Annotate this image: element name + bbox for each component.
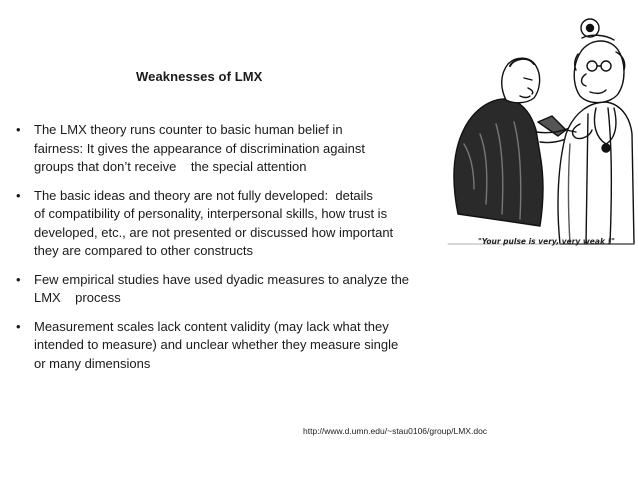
doctor-patient-cartoon-icon	[440, 4, 636, 252]
bullet-item	[16, 121, 456, 177]
bullet-item	[16, 271, 456, 308]
bullet-text-line: they are compared to other constructs	[34, 243, 253, 258]
cartoon-caption: "Your pulse is very, very weak !"	[478, 237, 615, 246]
bullet-text-line: fairness: It gives the appearance of discrimination against	[34, 140, 365, 156]
bullet-dot-icon: •	[16, 271, 21, 287]
bullet-dot-icon: •	[16, 318, 21, 334]
source-url[interactable]: http://www.d.umn.edu/~stau0106/group/LMX.doc	[303, 426, 488, 436]
bullet-text-line: Measurement scales lack content validity (may lack what they	[34, 318, 389, 334]
slide-title: Weaknesses of LMX	[136, 69, 263, 84]
bullet-text-line: of compatibility of personality, interpersonal skills, how trust is	[34, 206, 388, 221]
bullet-text-line: Few empirical studies have used dyadic measures to analyze the	[34, 271, 410, 287]
bullet-dot-icon: •	[16, 187, 21, 203]
bullet-item	[16, 318, 456, 374]
bullet-text-line: groups that don’t receive the special attention	[34, 159, 307, 174]
bullet-text-line: The basic ideas and theory are not fully developed: details	[34, 187, 373, 203]
bullet-item	[16, 187, 456, 261]
bullet-text-line: The LMX theory runs counter to basic human belief in	[34, 122, 343, 137]
bullet-text-line: intended to measure) and unclear whether they measure single	[34, 337, 399, 352]
bullet-list	[16, 121, 456, 383]
bullet-text-line: developed, etc., are not presented or discussed how important	[34, 224, 394, 240]
bullet-text-line: LMX process	[34, 290, 121, 305]
bullet-text-line: or many dimensions	[34, 355, 151, 371]
bullet-dot-icon: •	[16, 122, 21, 137]
